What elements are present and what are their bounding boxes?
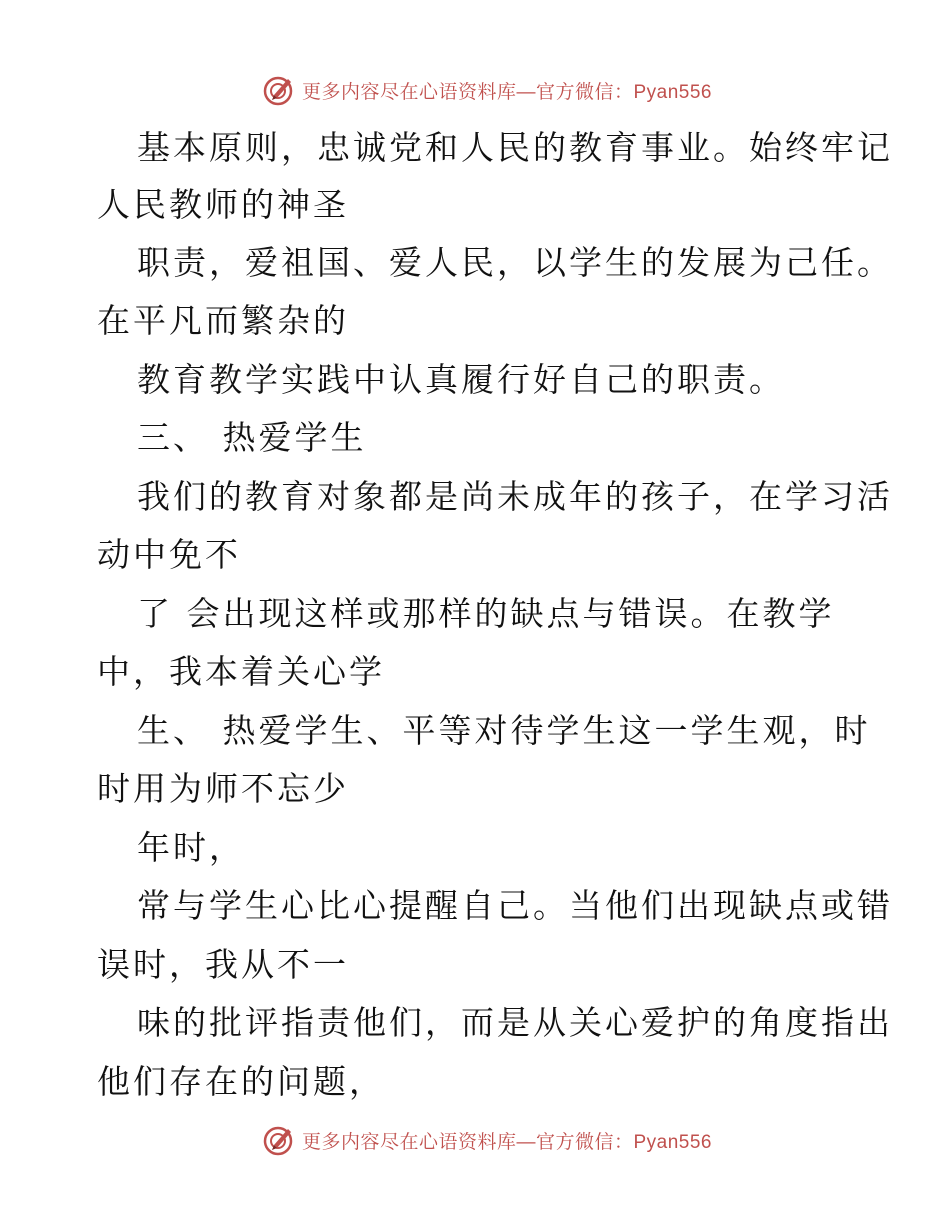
text-line: 我们的教育对象都是尚未成年的孩子，在学习活	[137, 477, 893, 516]
logo-icon	[262, 1123, 296, 1157]
text-line: 了 会出现这样或那样的缺点与错误。在教学	[137, 594, 835, 633]
header-banner	[0, 72, 950, 108]
text-line: 在平凡而繁杂的	[97, 301, 349, 340]
text-line: 时用为师不忘少	[97, 769, 349, 808]
text-line: 误时，我从不一	[97, 945, 349, 984]
header-banner-text: 更多内容尽在心语资料库—官方微信：Pyan556	[301, 81, 712, 103]
text-line: 人民教师的神圣	[97, 185, 349, 224]
text-line: 味的批评指责他们，而是从关心爱护的角度指出	[137, 1003, 893, 1042]
logo-icon	[262, 73, 296, 107]
text-line: 职责，爱祖国、爱人民，以学生的发展为己任。	[137, 243, 893, 282]
text-line: 生、 热爱学生、平等对待学生这一学生观，时	[137, 711, 871, 750]
footer-banner-text: 更多内容尽在心语资料库—官方微信：Pyan556	[301, 1131, 712, 1153]
text-line: 他们存在的问题，	[97, 1062, 385, 1101]
header-banner-inner	[262, 73, 712, 107]
text-line: 年时，	[137, 828, 245, 867]
text-line: 基本原则，忠诚党和人民的教育事业。始终牢记	[137, 128, 893, 167]
footer-banner-inner	[262, 1123, 712, 1157]
footer-banner	[0, 1122, 950, 1158]
text-line: 常与学生心比心提醒自己。当他们出现缺点或错	[137, 886, 893, 925]
section-heading: 三、 热爱学生	[137, 418, 367, 457]
text-line: 动中免不	[97, 535, 241, 574]
text-line: 教育教学实践中认真履行好自己的职责。	[137, 360, 785, 399]
text-line: 中，我本着关心学	[97, 652, 385, 691]
